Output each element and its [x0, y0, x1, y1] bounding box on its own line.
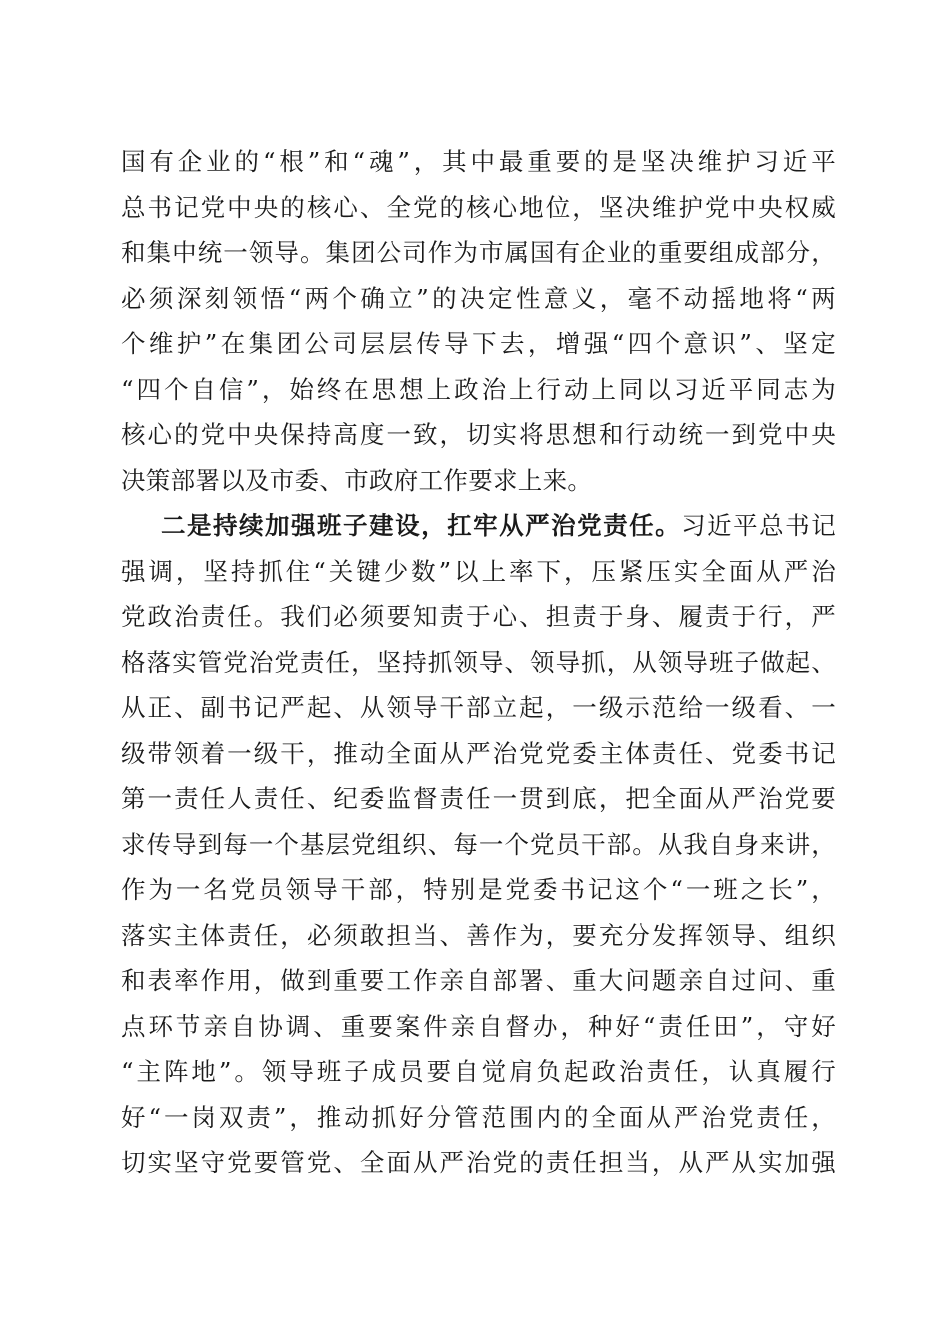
text-line: 和集中统一领导。集团公司作为市属国有企业的重要组成部分， [121, 238, 836, 267]
text-line: 决策部署以及市委、市政府工作要求上来。 [121, 465, 593, 495]
text-line: “四个自信”，始终在思想上政治上行动上同以习近平同志为 [121, 374, 836, 404]
body-text [121, 139, 836, 1186]
paragraph-heading: 二是持续加强班子建设，扛牢从严治党责任。 [161, 511, 682, 540]
text-line-rest: 习近平总书记 [681, 511, 836, 540]
paragraph-2 [121, 503, 836, 1186]
text-line: 从正、副书记严起、从领导干部立起，一级示范给一级看、一 [121, 693, 836, 722]
text-line: 必须深刻领悟“两个确立”的决定性意义，毫不动摇地将“两 [121, 283, 836, 313]
paragraph-2-first-line [121, 503, 836, 549]
text-line: 第一责任人责任、纪委监督责任一贯到底，把全面从严治党要 [121, 784, 836, 813]
text-line: 作为一名党员领导干部，特别是党委书记这个“一班之长”， [121, 875, 836, 904]
text-line: 核心的党中央保持高度一致，切实将思想和行动统一到党中央 [121, 420, 836, 449]
text-line: 总书记党中央的核心、全党的核心地位，坚决维护党中央权威 [121, 192, 836, 222]
text-line: 切实坚守党要管党、全面从严治党的责任担当，从严从实加强 [121, 1148, 836, 1177]
text-line: 个维护”在集团公司层层传导下去，增强“四个意识”、坚定 [121, 329, 836, 358]
text-line: 落实主体责任，必须敢担当、善作为，要充分发挥领导、组织 [121, 920, 836, 950]
text-line: 级带领着一级干，推动全面从严治党党委主体责任、党委书记 [121, 738, 836, 768]
text-line: 国有企业的“根”和“魂”，其中最重要的是坚决维护习近平 [121, 147, 836, 176]
text-line: 党政治责任。我们必须要知责于心、担责于身、履责于行，严 [121, 602, 836, 631]
text-line: 求传导到每一个基层党组织、每一个党员干部。从我自身来讲， [121, 829, 836, 859]
text-line: 和表率作用，做到重要工作亲自部署、重大问题亲自过问、重 [121, 966, 836, 995]
text-line: 格落实管党治党责任，坚持抓领导、领导抓，从领导班子做起、 [121, 647, 836, 677]
paragraph-1 [121, 139, 836, 503]
text-line: 好“一岗双责”，推动抓好分管范围内的全面从严治党责任， [121, 1102, 836, 1132]
text-line: “主阵地”。领导班子成员要自觉肩负起政治责任，认真履行 [121, 1057, 836, 1086]
text-line: 点环节亲自协调、重要案件亲自督办，种好“责任田”，守好 [121, 1011, 836, 1041]
text-line: 强调，坚持抓住“关键少数”以上率下，压紧压实全面从严治 [121, 556, 836, 586]
